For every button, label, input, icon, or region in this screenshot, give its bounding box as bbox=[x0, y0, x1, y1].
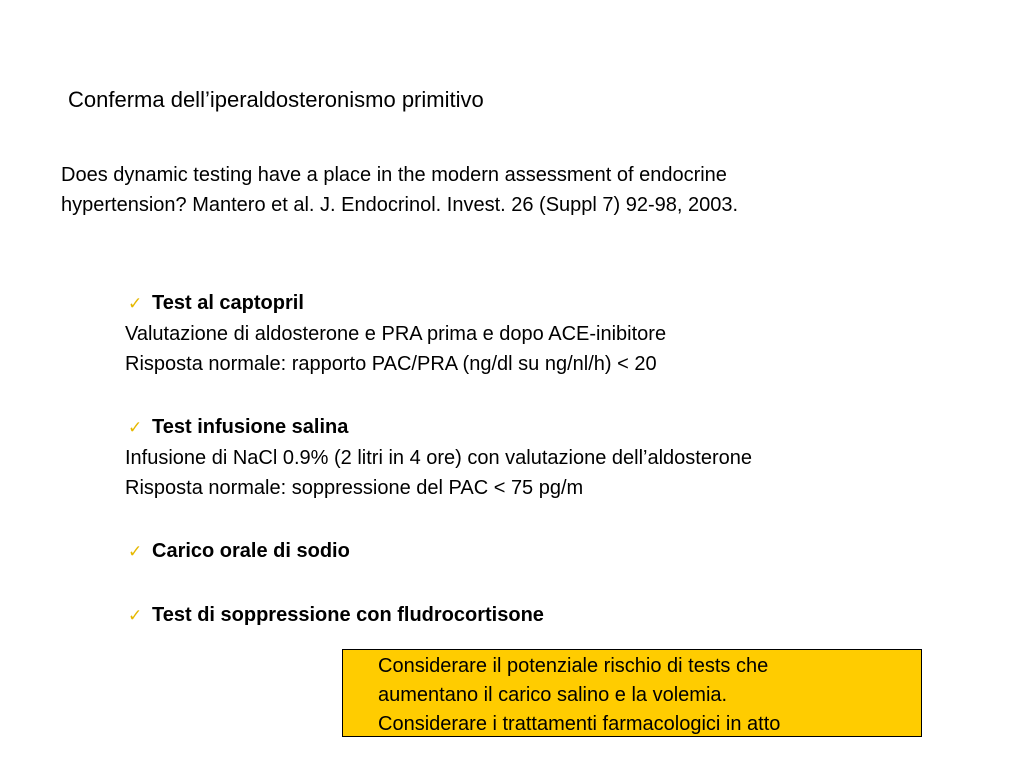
reference-line-1: Does dynamic testing have a place in the modern assessment of endocrine bbox=[61, 164, 727, 186]
note-line-3: Considerare i trattamenti farmacologici in atto bbox=[378, 713, 781, 735]
test-detail: Risposta normale: soppressione del PAC < 75 pg/m bbox=[125, 477, 584, 499]
slide-title: Conferma dell’iperaldosteronismo primitivo bbox=[68, 87, 484, 112]
check-icon: ✓ bbox=[128, 294, 143, 314]
test-name: Carico orale di sodio bbox=[152, 540, 350, 562]
check-icon: ✓ bbox=[128, 606, 143, 626]
test-name: Test al captopril bbox=[152, 292, 304, 314]
test-item-captopril bbox=[125, 288, 1005, 379]
test-heading bbox=[125, 288, 1005, 319]
check-icon: ✓ bbox=[128, 418, 143, 438]
note-box bbox=[342, 649, 922, 737]
test-heading bbox=[125, 536, 1005, 567]
test-heading bbox=[125, 412, 1005, 443]
test-item-oral-sodium bbox=[125, 536, 1005, 567]
note-line-2: aumentano il carico salino e la volemia. bbox=[378, 684, 728, 706]
note-line-1: Considerare il potenziale rischio di tests che bbox=[378, 655, 769, 677]
check-icon: ✓ bbox=[128, 542, 143, 562]
test-detail: Infusione di NaCl 0.9% (2 litri in 4 ore) con valutazione dell’aldosterone bbox=[125, 447, 753, 469]
test-name: Test di soppressione con fludrocortisone bbox=[152, 604, 544, 626]
test-list bbox=[125, 288, 1005, 631]
test-heading bbox=[125, 600, 1005, 631]
test-item-saline-infusion bbox=[125, 412, 1005, 503]
test-detail: Valutazione di aldosterone e PRA prima e dopo ACE-inibitore bbox=[125, 323, 667, 345]
reference-citation bbox=[61, 160, 961, 220]
test-detail: Risposta normale: rapporto PAC/PRA (ng/dl su ng/nl/h) < 20 bbox=[125, 353, 657, 375]
reference-line-2: hypertension? Mantero et al. J. Endocrinol. Invest. 26 (Suppl 7) 92-98, 2003. bbox=[61, 194, 739, 216]
test-item-fludrocortisone bbox=[125, 600, 1005, 631]
test-name: Test infusione salina bbox=[152, 416, 349, 438]
